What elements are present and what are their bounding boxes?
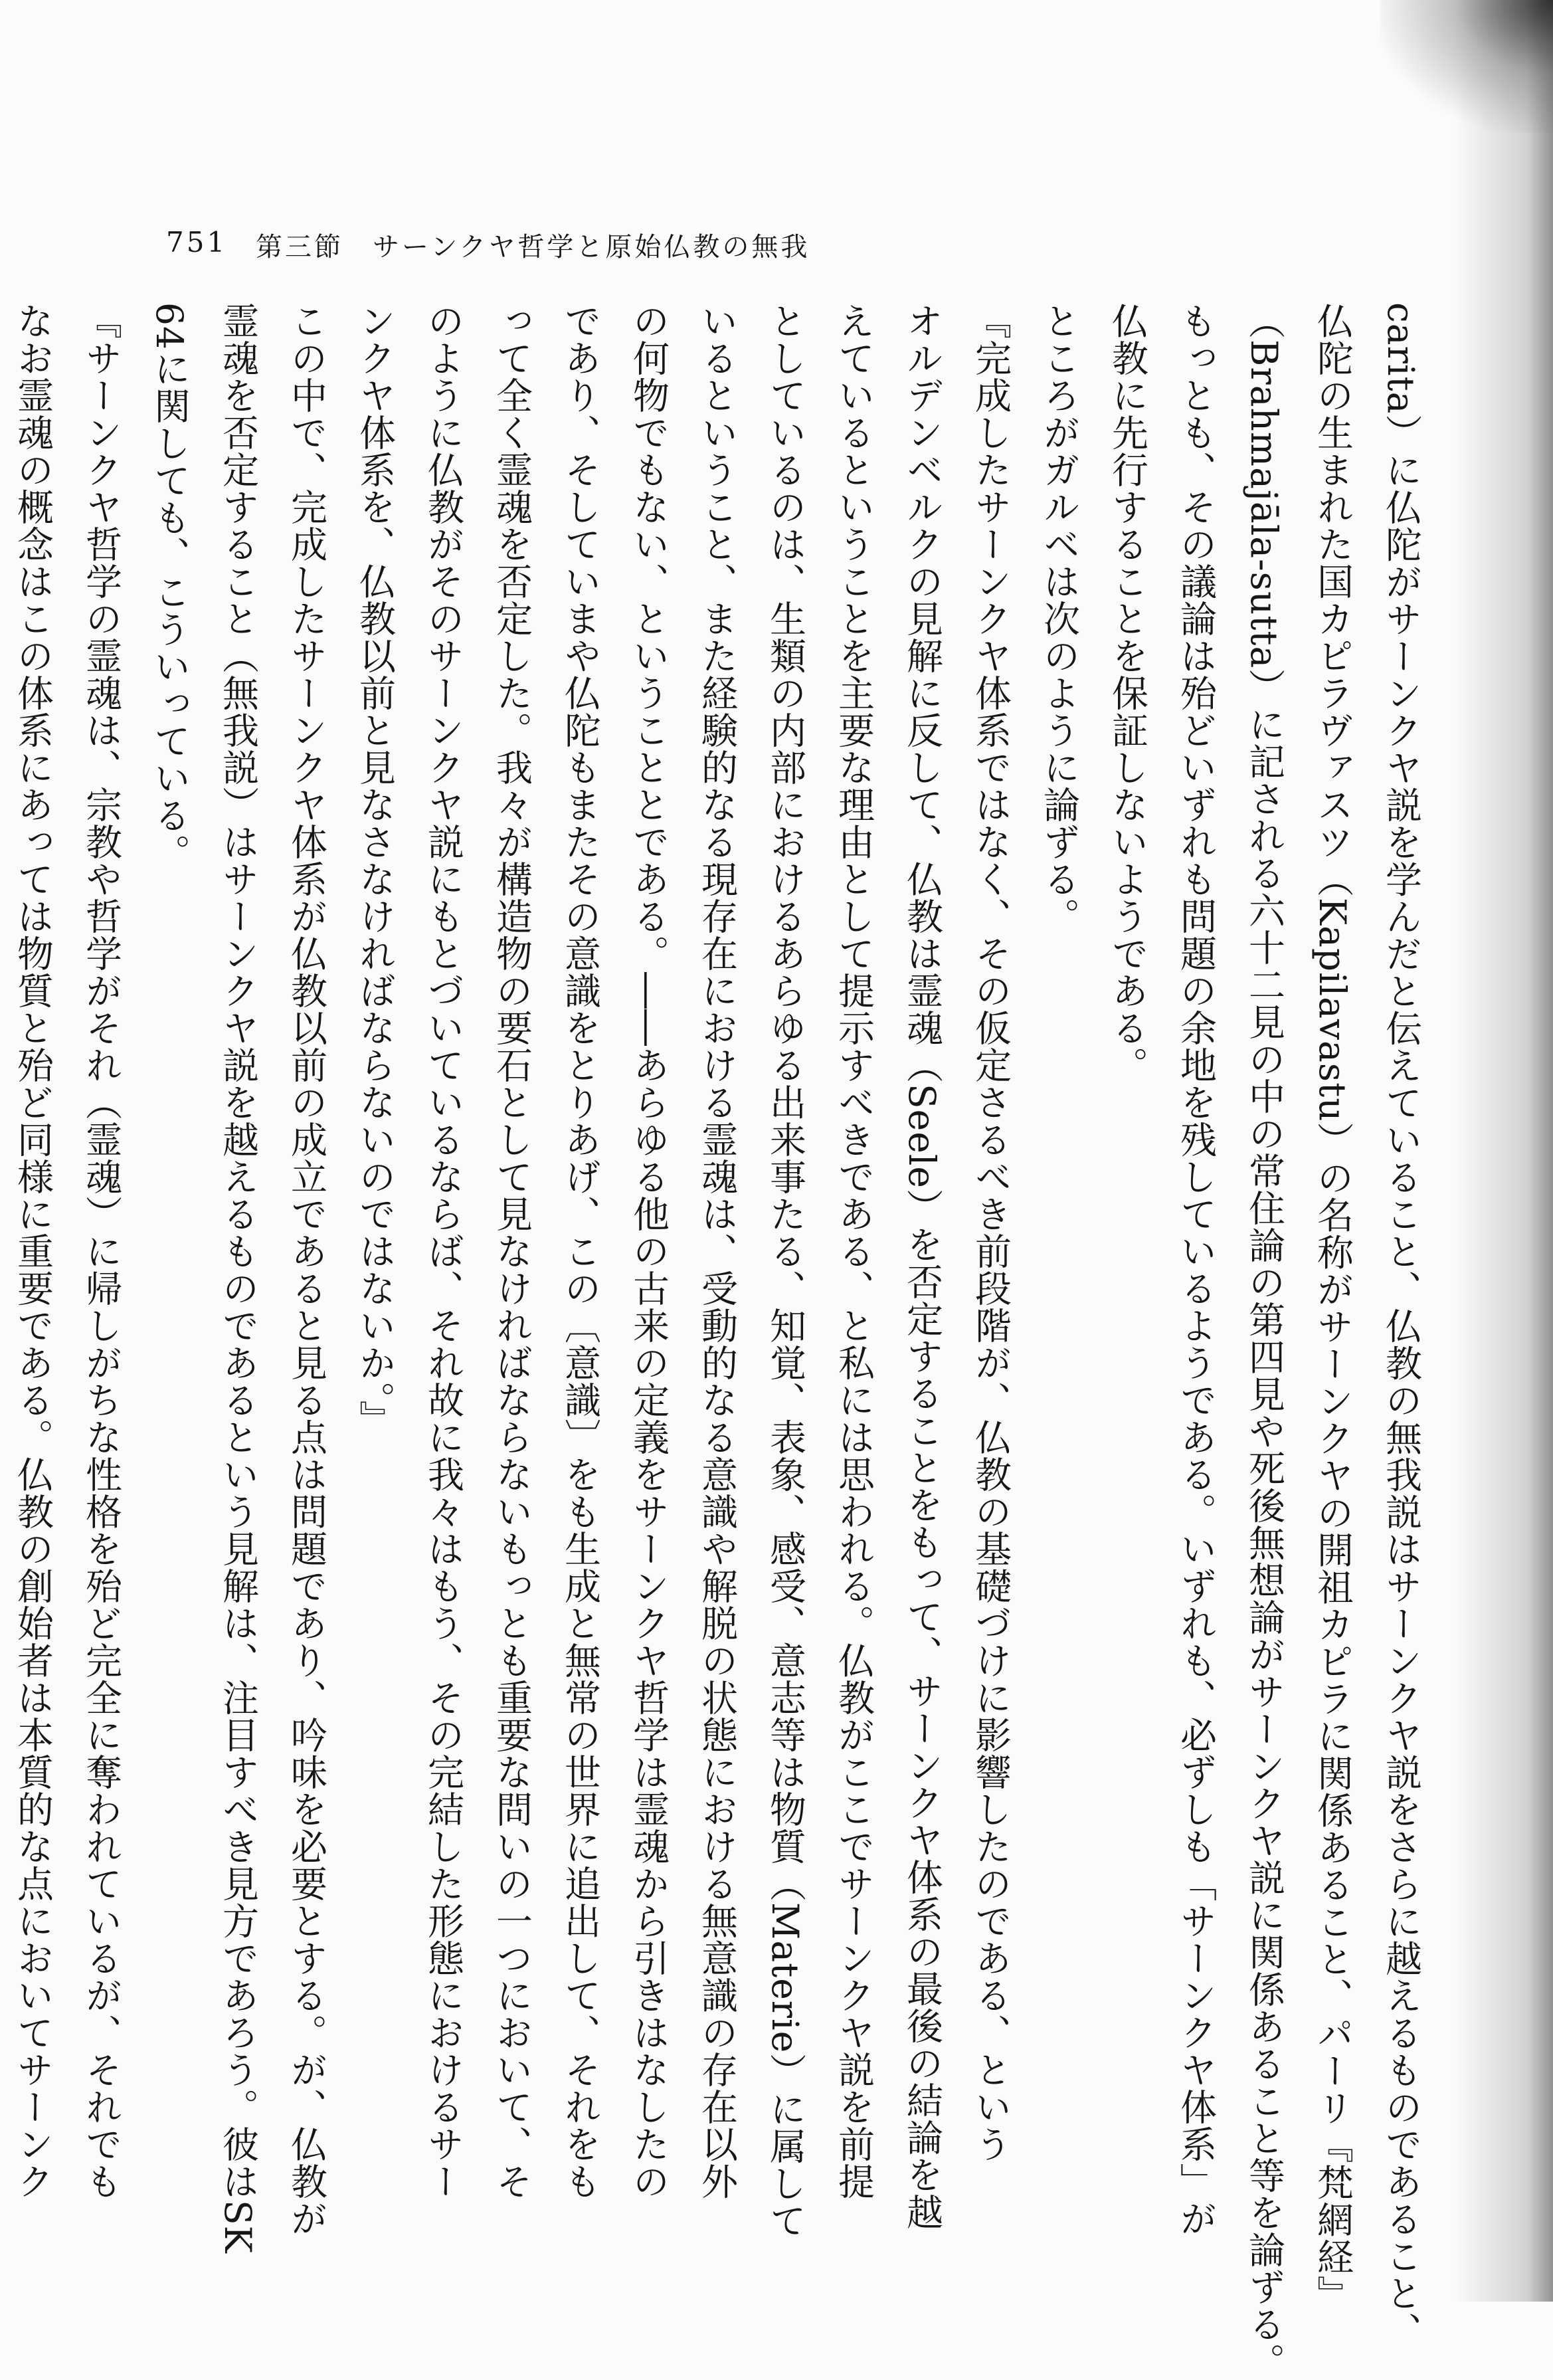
running-title: 第三節 サーンクヤ哲学と原始仏教の無我 — [256, 232, 810, 262]
text-line-16: ンクヤ体系を、仏教以前と見なさなければならないのではないか。』 — [353, 302, 396, 1438]
text-line-17: この中で、完成したサーンクヤ体系が仏教以前の成立であると見る点は問題であり、吟味を必要とする。が、仏教が — [285, 302, 327, 2237]
text-line-7: 『完成したサーンクヤ体系ではなく、その仮定さるべき前段階が、仏教の基礎づけに影響したのである、という — [969, 302, 1012, 2163]
text-line-2: 仏陀の生まれた国カピラヴァスツ（Kapilavastu）の名称がサーンクヤの開祖カピラに関係あること、パーリ『梵網経』 — [1311, 302, 1354, 2313]
text-line-8: オルデンベルクの見解に反して、仏教は霊魂（Seele）を否定することをもって、サーンクヤ体系の最後の結論を越 — [901, 302, 943, 2231]
text-line-3: （Brahmajāla-sutta）に記される六十二見の中の常住論の第四見や死後無想論がサーンクヤ説に関係あること等を論ずる。 — [1243, 302, 1285, 2380]
text-line-21: なお霊魂の概念はこの体系にあっては物質と殆ど同様に重要である。仏教の創始者は本質的な点においてサーンク — [11, 302, 54, 2200]
text-line-1: carita）に仏陀がサーンクヤ説を学んだと伝えていること、仏教の無我説はサーンクヤ説をさらに越えるものであること、 — [1380, 302, 1422, 2349]
text-line-15: のように仏教がそのサーンクヤ説にもとづいているならば、それ故に我々はもう、その完結した形態におけるサー — [422, 302, 464, 2200]
text-line-11: いるということ、また経験的なる現存在における霊魂は、受動的なる意識や解脱の状態における無意識の存在以外 — [695, 302, 738, 2200]
text-line-6: ところがガルベは次のように論ずる。 — [1038, 302, 1080, 935]
page-number: 751 — [166, 226, 228, 258]
text-line-12: の何物でもない、ということとである。――あらゆる他の古来の定義をサーンクヤ哲学は霊魂から引きはなしたの — [627, 302, 670, 2200]
text-line-9: えているということを主要な理由として提示すべきである、と私には思われる。仏教がここでサーンクヤ説を前提 — [832, 302, 875, 2200]
text-line-13: であり、そしていまや仏陀もまたその意識をとりあげ、この〔意識〕をも生成と無常の世界に追出して、それをも — [559, 302, 601, 2200]
text-line-19: 64に関しても、こういっている。 — [148, 302, 191, 871]
text-line-18: 霊魂を否定すること（無我説）はサーンクヤ説を越えるものであるという見解は、注目すべき見方であろう。彼はSK — [217, 302, 259, 2254]
text-line-14: って全く霊魂を否定した。我々が構造物の要石として見なければならないもっとも重要な問いの一つにおいて、そ — [490, 302, 533, 2200]
scan-edge-shadow — [1447, 0, 1553, 2302]
scan-corner-shadow — [1380, 0, 1553, 133]
text-line-20: 『サーンクヤ哲学の霊魂は、宗教や哲学がそれ（霊魂）に帰しがちな性格を殆ど完全に奪われているが、それでも — [80, 302, 122, 2200]
page-header — [166, 226, 1096, 266]
text-line-10: としているのは、生類の内部におけるあらゆる出来事たる、知覚、表象、感受、意志等は物質（Materie）に属して — [764, 302, 806, 2240]
body-text — [11, 302, 1435, 2380]
text-line-4: もっとも、その議論は殆どいずれも問題の余地を残しているようである。いずれも、必ずしも「サーンクヤ体系」が — [1174, 302, 1217, 2237]
text-line-5: 仏教に先行することを保証しないようである。 — [1106, 302, 1148, 1084]
